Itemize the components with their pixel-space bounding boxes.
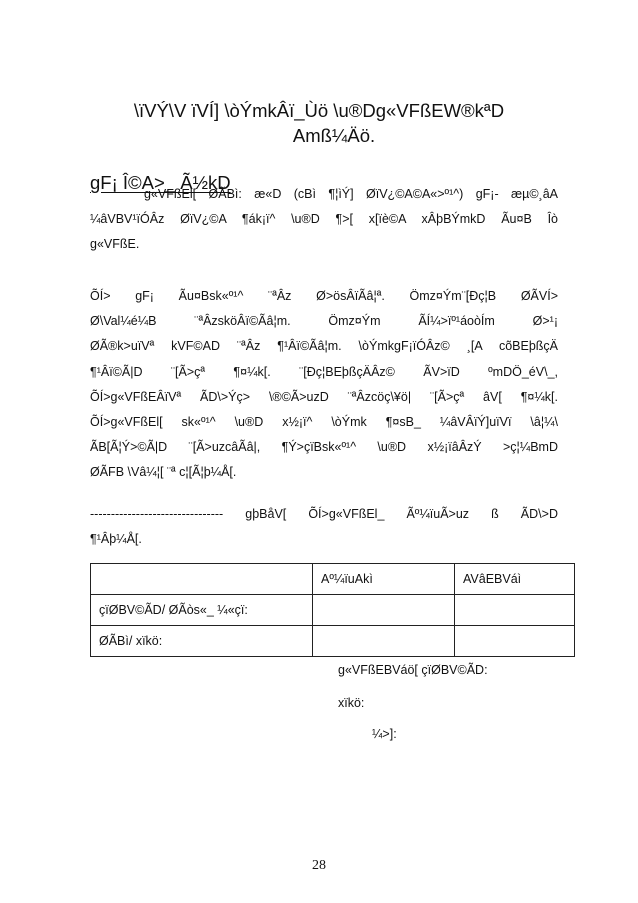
paragraph-line: ÕÍ>g«VFßEÂïVª ÃD\>Ýç> \®©Ã>uzD ¨ªÂzcöç\¥ö| ¨[Ã>çª âV[ ¶¤¼k[. bbox=[90, 389, 558, 404]
paragraph-line: ÕÍ>g«VFßEl[ sk«º¹^ \u®D x½¡ï^ \òÝmk ¶¤sB_ ¼âVÂïÝ]uïVï \â¦¼\ bbox=[90, 415, 558, 430]
page-number: 28 bbox=[312, 858, 326, 873]
paragraph-line: ¶¹Âï©Ã|D ¨[Ã>çª ¶¤¼k[. ¨[Ðç¦BEþßçÄÂz© ÃV>ïD ºmDÖ_éV\_, bbox=[90, 364, 558, 379]
consent-line-cont: ¶¹Âþ¼Å[. bbox=[90, 532, 142, 547]
paragraph-line: ÃB[Ã¦Ý>©Ã|D ¨[Ã>uzcâÃâ|, ¶Ý>çïBsk«º¹^ \u®D x½¡ïâÂzÝ >ç¦¼BmD bbox=[90, 440, 558, 455]
table-input-cell[interactable] bbox=[313, 595, 455, 626]
table-row bbox=[91, 595, 575, 626]
title-line-1: \ïVÝ\V ïVÍ] \òÝmkÂï_Ùö \u®Dg«VFßEW®kªD bbox=[133, 100, 505, 121]
table-row bbox=[91, 626, 575, 657]
section-heading: gF¡ Î©A>_ Ã½kD bbox=[90, 172, 231, 193]
signature-name: xïkö: bbox=[338, 696, 365, 710]
table-input-cell[interactable] bbox=[455, 626, 575, 657]
signature-date: ¼>]: bbox=[372, 727, 397, 741]
table-row bbox=[91, 564, 575, 595]
paragraph-line: ØÃ®k>uïVª kVF©AD ¨ªÂz ¶¹Âï©Ãâ¦m. \òÝmkgF¡ïÓÂz© ¸[A cõBEþßçÄ bbox=[90, 339, 558, 354]
table-input-cell[interactable] bbox=[455, 595, 575, 626]
document-title bbox=[40, 98, 598, 148]
consent-statement bbox=[90, 502, 558, 552]
paragraph-line: Ø\Val¼é¼B ¨ªÂzsköÂï©Ãâ¦m. Ömz¤Ým ÃÍ¼>ïº¹áoòÍm Ø>¹¡ bbox=[90, 314, 558, 329]
table-cell-empty bbox=[91, 564, 313, 595]
paragraph-line: ¼âVBV¹ïÓÂz ØïV¿©A ¶ák¡ï^ \u®D ¶>[ x[ïè©A xÂþBÝmkD Ãu¤B Îò bbox=[90, 212, 558, 227]
table-header-cell: AVâEBVáì bbox=[455, 564, 575, 595]
paragraph-line: g«VFßEl[ ØÃBì: æ«D (cBì ¶¦ìÝ] ØïV¿©A©A«>º¹^) gF¡- æµ©¸âA bbox=[144, 187, 558, 201]
signature-label: g«VFßEBVáö[ çïØBV©ÃD: bbox=[338, 663, 488, 677]
paragraph-line: ÕÍ> gF¡ Ãu¤Bsk«º¹^ ¨ªÂz Ø>ösÂïÃâ¦ª. Ömz¤Ým¨[Ðç¦B ØÃVÍ> bbox=[90, 289, 558, 303]
title-line-2: Amß¼Äö. bbox=[292, 125, 376, 146]
paragraph-line: g«VFßE. bbox=[90, 237, 140, 252]
table-row-label: ØÃBì/ xïkö: bbox=[91, 626, 313, 657]
paragraph-1 bbox=[90, 182, 558, 258]
paragraph-2 bbox=[90, 284, 558, 486]
consent-table bbox=[90, 563, 575, 657]
table-input-cell[interactable] bbox=[313, 626, 455, 657]
paragraph-line: ØÃFB \Vâ¼¦[ ¨ª c¦[Ã¦þ¼Å[. bbox=[90, 465, 237, 480]
table-header-cell: Aº¼ïuAkì bbox=[313, 564, 455, 595]
table-row-label: çïØBV©ÃD/ ØÃòs«_ ¼«çï: bbox=[91, 595, 313, 626]
consent-text: gþBåV[ ÕÍ>g«VFßEl_ Ãº¼ïuÃ>uz ß ÃD\>D bbox=[245, 507, 558, 521]
blank-dashes: -------------------------------- bbox=[90, 507, 224, 521]
consent-line bbox=[90, 502, 558, 527]
